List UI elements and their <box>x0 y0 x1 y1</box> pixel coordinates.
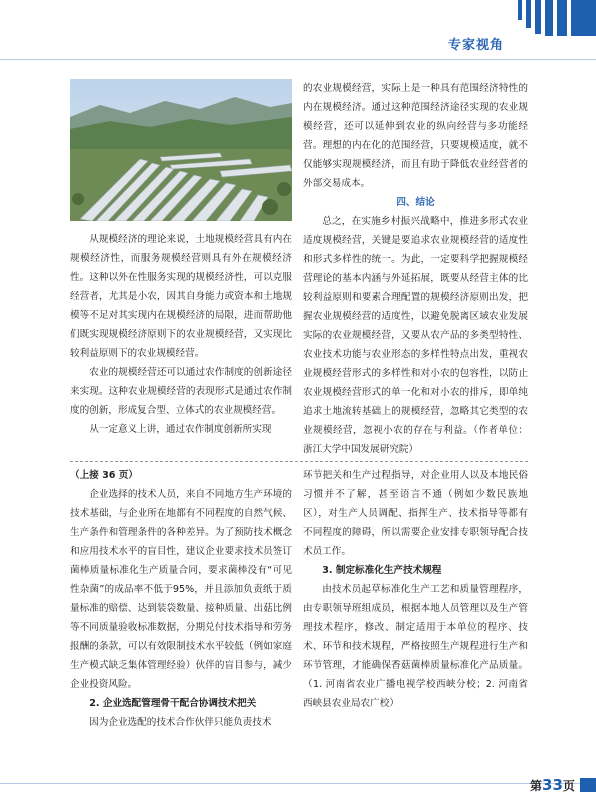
paragraph: 企业选择的技术人员，来自不同地方生产环境的技术基础，与企业所在地都有不同程度的自然气候、生产条件和管理条件的各种差异。为了预防技术概念和应用技术水平的盲目性，建议企业要求技术员签订菌棒质量标准化生产质量合同，要求菌棒没有“可见性杂菌”的成品率不低于95%，并且添加负责纸于质量标准的赔偿、达到装袋数量、接种质量、出菇比例等不同质量验收标准数据，分期兑付技术指导和劳务报酬的条款，可以有效限制技术水平较低（例如家庭生产模式缺乏集体管理经验）伙伴的盲目参与，减少企业投资风险。 <box>70 489 292 690</box>
paragraph-text: 由技术员起草标准化生产工艺和质量管理程序，由专职领导班组成员，根据本地人员管理以及生产管理技术程序，修改、制定适用于本单位的程序、技术、环节和技术规程，严格按照生产规程进行生产和环节管理，才能确保香菇菌棒质量标准化产品质量。 <box>303 584 528 671</box>
paragraph <box>303 212 528 459</box>
article-column-top-left <box>70 230 292 439</box>
header-divider <box>0 59 596 60</box>
section-label: 专家视角 <box>448 38 505 53</box>
article-column-bottom-left <box>70 466 292 732</box>
article-column-bottom-right <box>303 466 528 713</box>
greenhouse-landscape-photo <box>70 79 292 221</box>
conclusion-text: 总之，在实施乡村振兴战略中，推进多形式农业适度规模经营，关键是要追求农业规模经营的适度性和形式多样性的统一。为此，一定要科学把握规模经营理论的基本内涵与外延拓展，既要从经营主体的比较利益原则和要素合理配置的规模经济原则出发，把握农业规模经营的适度性，以避免脱离区域农业发展实际的农业规模经营，又要从农产品的多类型特性、农业技术功能与农业形态的多样性特点出发，重视农业规模经营形式的多样性和对小农的包容性，以防止农业规模经营形式的单一化和对小农的排斥，即单纯追求土地流转基础上的规模经营，忽略其它类型的农业规模经营，忽视小农的存在与利益。 <box>303 216 528 436</box>
paragraph: 农业的规模经营还可以通过农作制度的创新途径来实现。这种农业规模经营的表现形式是通过农作制度的创新，形成复合型、立体式的农业规模经营。 <box>70 367 292 416</box>
page-suffix: 页 <box>562 779 575 793</box>
section-heading: 四、结论 <box>396 197 435 208</box>
page-prefix: 第 <box>530 779 543 793</box>
continued-from: （上接 36 页） <box>70 470 138 481</box>
corner-bar <box>518 0 522 20</box>
paragraph: 因为企业选配的技术合作伙伴只能负责技术 <box>89 717 272 728</box>
subsection-heading: 3. 制定标准化生产技术规程 <box>322 565 442 576</box>
corner-bar <box>545 0 553 36</box>
corner-bar <box>571 0 596 36</box>
corner-bar <box>557 0 567 36</box>
paragraph <box>303 580 528 713</box>
page-number-value: 33 <box>542 776 563 794</box>
author-affiliation: （1. 河南省农业广播电视学校西峡分校；2. 河南省西峡县农业局农广校） <box>303 679 528 709</box>
page-tab <box>580 778 596 792</box>
corner-bar <box>535 0 541 34</box>
article-column-top-right <box>303 79 528 459</box>
footer-divider <box>0 783 596 784</box>
paragraph: 的农业规模经营，实际上是一种具有范围经济特性的内在规模经济。通过这种范围经济途径实现的农业规模经营，还可以延伸到农业的纵向经营与多功能经营。理想的内在化的范围经营，只要规模适度，就不仅能够实现规模经济，而且有助于降低农业经营者的外部交易成本。 <box>303 83 528 189</box>
paragraph: 从规模经济的理论来说，土地规模经营具有内在规模经济性，而服务规模经营则具有外在规模经济性。这种以外在性服务实现的规模经济性，可以克服经营者，尤其是小农，因其自身能力或资本和土地规模等不足对其实现内在规模经济的局限，进而帮助他们既实现规模经济原则下的农业规模经营，又实现比较利益原则下的农业规模经营。 <box>70 234 292 359</box>
paragraph: 从一定意义上讲，通过农作制度创新所实现 <box>89 424 272 435</box>
author-affiliation: （作者单位：浙江大学中国发展研究院） <box>303 425 529 455</box>
subsection-heading: 2. 企业选配管理骨干配合协调技术把关 <box>89 698 257 709</box>
corner-bar <box>526 0 531 28</box>
page-number <box>530 776 575 794</box>
section-divider <box>70 461 528 462</box>
paragraph: 环节把关和生产过程指导，对企业用人以及本地民俗习惯并不了解，甚至语言不通（例如少数民族地区），对生产人员调配、指挥生产、技术指导等都有不同程度的障碍，所以需要企业安排专职领导配合技术员工作。 <box>303 470 528 557</box>
